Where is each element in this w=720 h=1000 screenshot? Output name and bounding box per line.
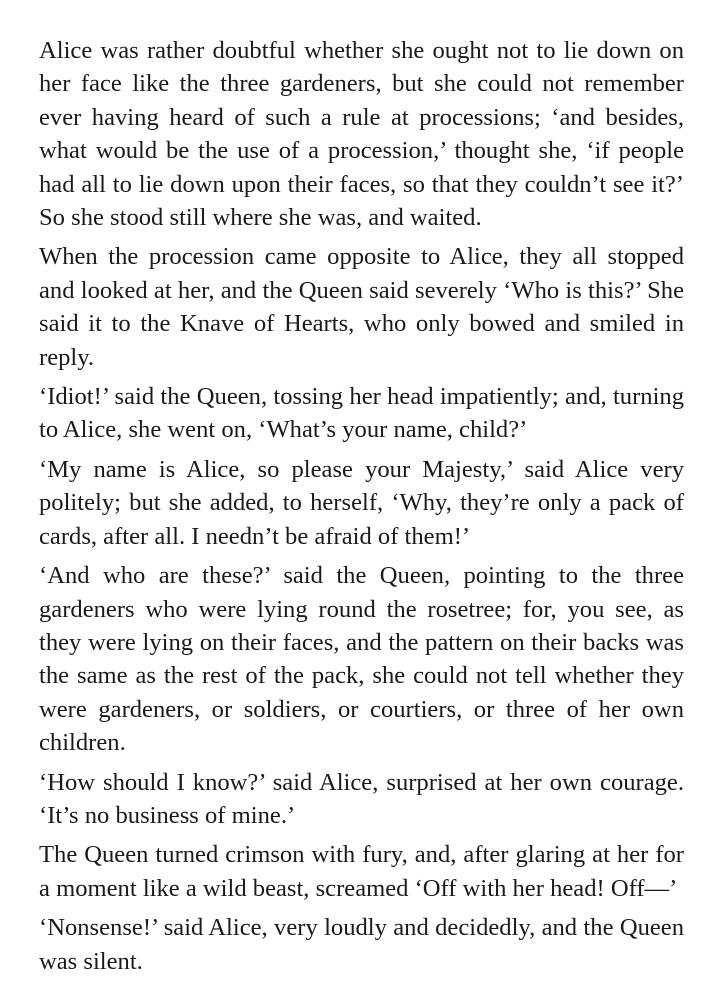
paragraph: ‘Idiot!’ said the Queen, tossing her head impatiently; and, turning to Alice, she went on, ‘What’s your name, child?’ [39, 383, 684, 444]
paragraph: The Queen turned crimson with fury, and, after glaring at her for a moment like a wild beast, screamed ‘Off with her head! Off—’ [39, 841, 684, 902]
paragraph: ‘How should I know?’ said Alice, surprised at her own courage. ‘It’s no business of mine.’ [39, 768, 684, 829]
paragraph: ‘And who are these?’ said the Queen, pointing to the three gardeners who were lying round the rosetree; for, you see, as they were lying on their faces, and the pattern on their backs was the same as the rest of the pack, she could not tell whether they were gardeners, or soldiers, or courtiers, or three of her own children. [39, 562, 684, 757]
paragraph: When the procession came opposite to Alice, they all stopped and looked at her, and the Queen said severely ‘Who is this?’ She said it to the Knave of Hearts, who only bowed and smiled in reply. [39, 243, 684, 371]
paragraph: Alice was rather doubtful whether she ought not to lie down on her face like the three gardeners, but she could not remember ever having heard of such a rule at processions; ‘and besides, what would be the use of a procession,’ thought she, ‘if people had all to lie down upon their faces, so that they couldn’t see it?’ So she stood still where she was, and waited. [39, 37, 684, 232]
paragraph: ‘My name is Alice, so please your Majesty,’ said Alice very politely; but she added, to herself, ‘Why, they’re only a pack of cards, after all. I needn’t be afraid of them!’ [39, 455, 684, 550]
paragraph: ‘Nonsense!’ said Alice, very loudly and decidedly, and the Queen was silent. [39, 914, 684, 975]
